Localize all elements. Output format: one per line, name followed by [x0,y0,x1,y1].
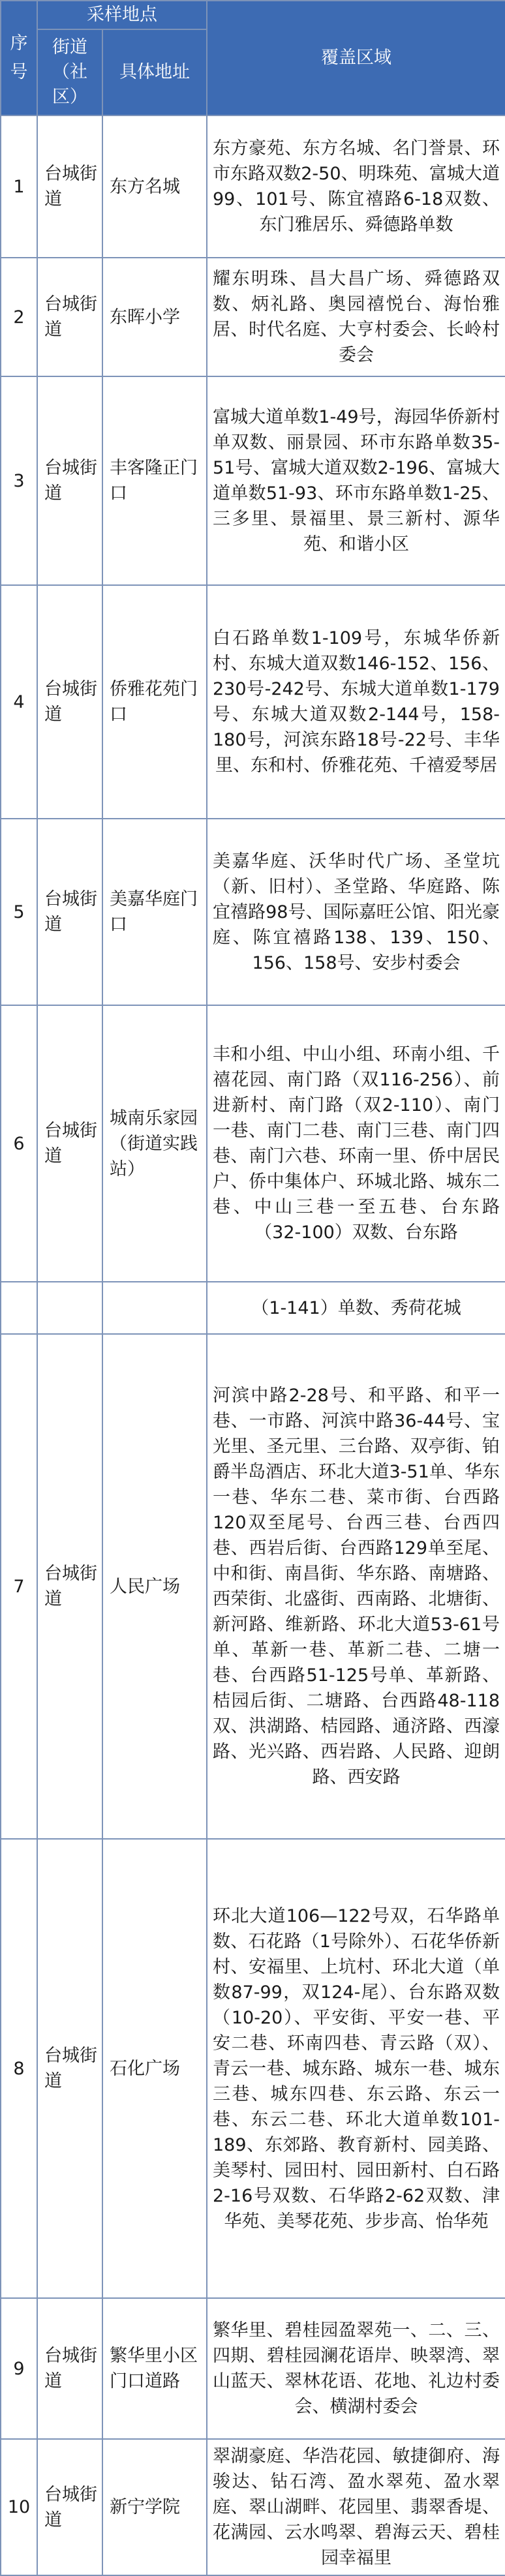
table-row [1,585,505,819]
table-row [1,1005,505,1282]
row-street: 台城街道 [37,115,102,258]
row-coverage: 繁华里、碧桂园盈翠苑一、二、三、四期、碧桂园澜花语岸、映翠湾、翠山蓝天、翠林花语、花地、礼边村委会、横湖村委会 [207,2298,505,2439]
row-street: 台城街道 [37,585,102,819]
row-coverage: 丰和小组、中山小组、环南小组、千禧花园、南门路（双116-256）、前进新村、南门路（双2-110）、南门一巷、南门二巷、南门三巷、南门四巷、南门六巷、环南一里、侨中居民户、侨中集体户、环城北路、城东二巷、中山三巷一至五巷、台东路（32-100）双数、台东路 [207,1005,505,1282]
row-address: 丰客隆正门口 [102,376,207,585]
row-coverage: 耀东明珠、昌大昌广场、舜德路双数、炳礼路、奥园禧悦台、海怡雅居、时代名庭、大亨村委会、长岭村委会 [207,258,505,376]
row-street: 台城街道 [37,258,102,376]
row-address: 人民广场 [102,1334,207,1839]
row-number: 5 [1,819,37,1005]
row-street: 台城街道 [37,2298,102,2439]
row-address: 繁华里小区门口道路 [102,2298,207,2439]
row-street: 台城街道 [37,819,102,1005]
table-row [1,1282,505,1334]
row-street: 台城街道 [37,1005,102,1282]
row-address: 东方名城 [102,115,207,258]
row-address: 侨雅花苑门口 [102,585,207,819]
row-number: 8 [1,1839,37,2298]
row-coverage: 环北大道106—122号双，石华路单数、石花路（1号除外）、石花华侨新村、安福里、上坑村、环北大道（单数87-99，双124-尾）、台东路双数（10-20）、平安街、平安一巷、平安二巷、环南四巷、青云路（双）、青云一巷、城东路、城东一巷、城东三巷、城东四巷、东云路、东云一巷、东云二巷、环北大道单数101-189、东郊路、教育新村、园美路、美琴村、园田村、园田新村、白石路2-16号双数、石华路2-62双数、津华苑、美琴花苑、步步高、怡华苑 [207,1839,505,2298]
table-row [1,376,505,585]
row-street: 台城街道 [37,1334,102,1839]
table-row [1,2298,505,2439]
row-address: 城南乐家园（街道实践站） [102,1005,207,1282]
row-number: 2 [1,258,37,376]
table-row [1,1334,505,1839]
row-street: 台城街道 [37,2439,102,2575]
row-street: 台城街道 [37,376,102,585]
header-address: 具体地址 [102,29,207,115]
row-coverage: 白石路单数1-109号，东城华侨新村、东城大道双数146-152、156、230号-242号、东城大道单数1-179号、东城大道双数2-144号，158-180号，河滨东路18号-22号、丰华里、东和村、侨雅花苑、千禧爱琴居 [207,585,505,819]
row-coverage: 美嘉华庭、沃华时代广场、圣堂坑（新、旧村）、圣堂路、华庭路、陈宜禧路98号、国际嘉旺公馆、阳光豪庭、陈宜禧路138、139、150、156、158号、安步村委会 [207,819,505,1005]
row-number: 3 [1,376,37,585]
row-number: 7 [1,1334,37,1839]
header-coverage: 覆盖区域 [207,1,505,115]
header-street: 街道（社区） [37,29,102,115]
row-coverage: 河滨中路2-28号、和平路、和平一巷、一市路、河滨中路36-44号、宝光里、圣元里、三台路、双亭街、铂爵半岛酒店、环北大道3-51单、华东一巷、华东二巷、菜市街、台西路120双至尾号、台西三巷、台西四巷、西岩后街、台西路129单至尾、中和街、南昌街、华东路、南塘路、西荣街、北盛街、西南路、北塘街、新河路、维新路、环北大道53-61号单、革新一巷、革新二巷、二塘一巷、台西路51-125号单、革新路、桔园后街、二塘路、台西路48-118双、洪湖路、桔园路、通济路、西濠路、光兴路、西岩路、人民路、迎朗路、西安路 [207,1334,505,1839]
row-address [102,1282,207,1334]
row-address: 东晖小学 [102,258,207,376]
row-street [37,1282,102,1334]
table-row [1,115,505,258]
table-row [1,1839,505,2298]
table-row [1,2439,505,2575]
row-address: 新宁学院 [102,2439,207,2575]
row-number: 9 [1,2298,37,2439]
table-row [1,819,505,1005]
row-number: 6 [1,1005,37,1282]
row-coverage: 东方豪苑、东方名城、名门誉景、环市东路双数2-50、明珠苑、富城大道99、101号、陈宜禧路6-18双数、东门雅居乐、舜德路单数 [207,115,505,258]
row-number [1,1282,37,1334]
row-coverage: （1-141）单数、秀荷花城 [207,1282,505,1334]
header-group: 采样地点 [37,1,207,29]
row-number: 10 [1,2439,37,2575]
row-number: 1 [1,115,37,258]
row-address: 美嘉华庭门口 [102,819,207,1005]
header-seq: 序号 [1,1,37,115]
table-row [1,258,505,376]
row-number: 4 [1,585,37,819]
row-address: 石化广场 [102,1839,207,2298]
row-coverage: 翠湖豪庭、华浩花园、敏捷御府、海骏达、钻石湾、盈水翠苑、盈水翠庭、翠山湖畔、花园里、翡翠香堤、花满园、云水鸣翠、碧海云天、碧桂园幸福里 [207,2439,505,2575]
row-coverage: 富城大道单数1-49号，海园华侨新村单双数、丽景园、环市东路单数35-51号、富城大道双数2-196、富城大道单数51-93、环市东路单数1-25、三多里、景福里、景三新村、源华苑、和谐小区 [207,376,505,585]
row-street: 台城街道 [37,1839,102,2298]
